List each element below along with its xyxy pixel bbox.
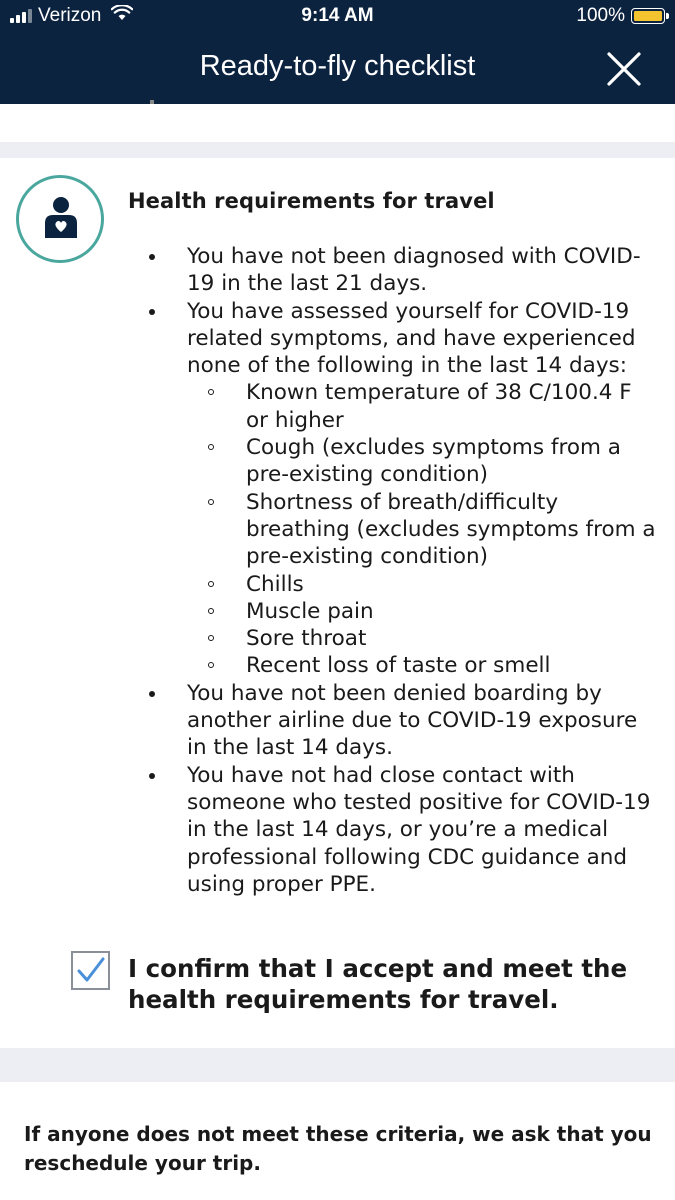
requirement-text: You have not been denied boarding by another airline due to COVID-19 exposure in the last 14 days. — [187, 680, 638, 761]
page-title: Ready-to-fly checklist — [199, 50, 476, 82]
requirement-text: You have assessed yourself for COVID-19 related symptoms, and have experienced none of the following in the last 14 days: — [187, 298, 636, 379]
requirements-list — [187, 243, 657, 898]
confirm-label[interactable]: I confirm that I accept and meet the health requirements for travel. — [128, 954, 628, 1014]
carrier-name: Verizon — [38, 5, 102, 26]
checkmark-icon — [73, 953, 108, 988]
list-item — [246, 625, 657, 652]
symptoms-list — [187, 379, 657, 679]
close-icon[interactable] — [605, 50, 643, 88]
previous-section-remnant — [150, 100, 154, 104]
list-item — [187, 298, 657, 680]
symptom-text: Muscle pain — [246, 598, 374, 624]
list-item — [187, 762, 657, 898]
list-item — [246, 571, 657, 598]
criteria-note: If anyone does not meet these criteria, we ask that you reschedule your trip. — [24, 1122, 652, 1175]
status-bar — [0, 0, 675, 34]
symptom-text: Known temperature of 38 C/100.4 F or higher — [246, 380, 632, 433]
list-item — [246, 379, 657, 434]
requirement-text: You have not been diagnosed with COVID-19 in the last 21 days. — [187, 244, 641, 297]
section-divider — [0, 1048, 675, 1082]
requirement-text: You have not had close contact with someone who tested positive for COVID-19 in the last 14 days, or you’re a medical professional following CDC guidance and using proper PPE. — [187, 762, 651, 897]
app-header — [0, 0, 675, 104]
list-item — [246, 434, 657, 489]
battery-percent: 100% — [576, 5, 625, 26]
section-title: Health requirements for travel — [128, 189, 495, 213]
section-divider — [0, 142, 675, 158]
list-item — [246, 598, 657, 625]
confirm-checkbox[interactable] — [71, 951, 110, 990]
status-time: 9:14 AM — [301, 5, 374, 26]
battery-status — [576, 5, 665, 27]
list-item — [187, 680, 657, 762]
symptom-text: Shortness of breath/difficulty breathing (excludes symptoms from a pre-existing condition) — [246, 489, 656, 570]
symptom-text: Cough (excludes symptoms from a pre-existing condition) — [246, 435, 621, 488]
list-item — [246, 489, 657, 571]
symptom-text: Chills — [246, 571, 304, 597]
health-person-icon — [16, 175, 104, 263]
symptom-text: Sore throat — [246, 626, 367, 652]
list-item — [246, 652, 657, 679]
close-button[interactable] — [605, 50, 643, 88]
battery-icon — [631, 8, 665, 24]
symptom-text: Recent loss of taste or smell — [246, 653, 551, 679]
list-item — [187, 243, 657, 298]
